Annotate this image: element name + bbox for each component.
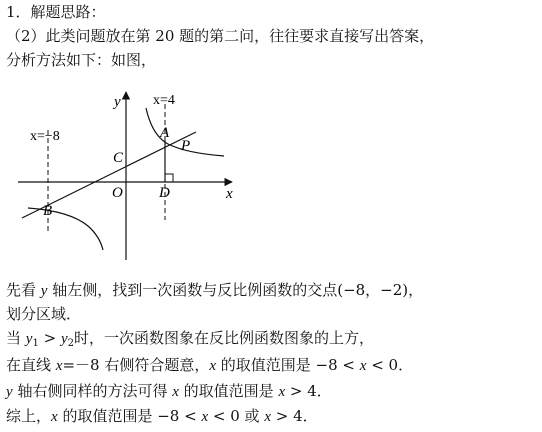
para-line-6: 综上，x 的取值范围是 −8 < x < 0 或 x > 4． [6,407,318,425]
para-line-1: 先看 y 轴左侧，找到一次函数与反比例函数的交点(−8，−2)， [6,281,424,299]
intro-line-1: （2）此类问题放在第 20 题的第二问，往往要求直接写出答案， [6,27,435,45]
function-graph-figure [0,82,542,272]
label-C: C [113,150,124,166]
label-B: B [43,203,53,219]
solution-heading: 1．解题思路： [6,3,106,21]
para-line-4: 在直线 x=－8 右侧符合题意，x 的取值范围是 −8 < x < 0． [6,356,414,374]
para-line-3: 当 $y_1 > y_2$时，一次函数图象在反比例函数图象的上方， [6,329,374,349]
para-line-5: y 轴右侧同样的方法可得 x 的取值范围是 x > 4． [6,382,332,400]
para-line-2: 划分区域． [6,305,82,323]
label-D: D [159,185,170,201]
label-y: y [114,94,121,110]
label-O: O [112,185,123,201]
label-x-eq-4: x=4 [153,93,175,108]
label-x-eq-neg8: x=−8 [30,129,60,144]
label-x: x [226,186,233,202]
right-angle-mark [165,174,173,182]
label-P: P [181,138,191,154]
label-A: A [160,125,170,141]
intro-line-2: 分析方法如下：如图， [6,51,157,69]
hyperbola-branch-left [28,208,103,250]
